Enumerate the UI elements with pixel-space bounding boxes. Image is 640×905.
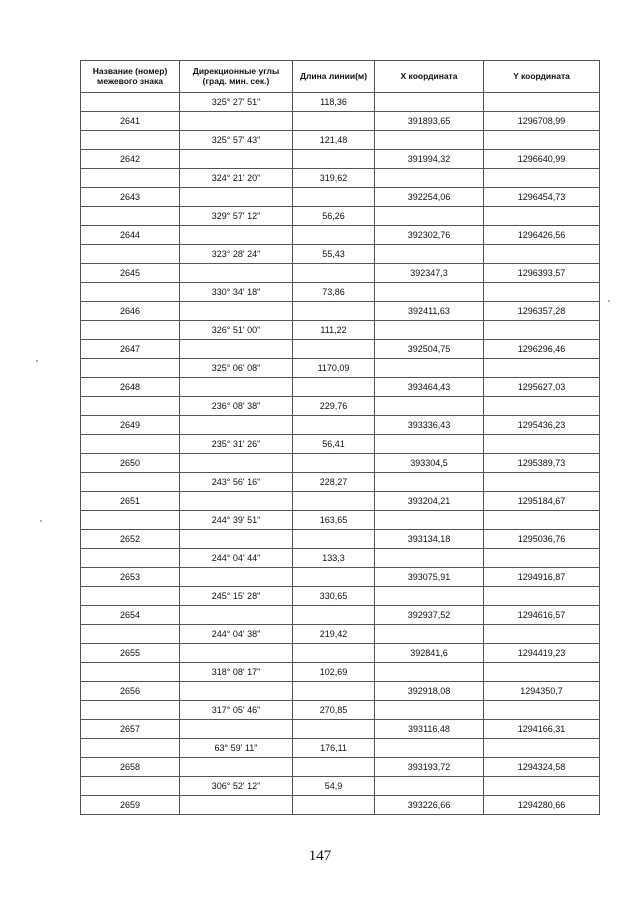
scan-speck [608, 300, 610, 302]
header-directional-angle: Дирекционные углы (град. мин. сек.) [180, 61, 293, 93]
cell-line-length [293, 682, 375, 701]
cell-line-length [293, 416, 375, 435]
cell-x-coordinate: 392302,76 [375, 226, 484, 245]
cell-x-coordinate [375, 245, 484, 264]
cell-x-coordinate [375, 549, 484, 568]
cell-line-length: 56,26 [293, 207, 375, 226]
cell-marker-name [81, 207, 180, 226]
cell-marker-name: 2645 [81, 264, 180, 283]
cell-y-coordinate: 1294350,7 [484, 682, 600, 701]
cell-directional-angle [180, 606, 293, 625]
cell-x-coordinate [375, 663, 484, 682]
cell-x-coordinate: 393464,43 [375, 378, 484, 397]
cell-y-coordinate: 1294166,31 [484, 720, 600, 739]
cell-y-coordinate: 1295389,73 [484, 454, 600, 473]
cell-line-length: 176,11 [293, 739, 375, 758]
cell-x-coordinate [375, 435, 484, 454]
cell-marker-name [81, 777, 180, 796]
cell-y-coordinate [484, 283, 600, 302]
cell-line-length: 73,86 [293, 283, 375, 302]
cell-line-length: 163,65 [293, 511, 375, 530]
cell-directional-angle [180, 112, 293, 131]
scan-speck [40, 520, 42, 522]
cell-directional-angle [180, 644, 293, 663]
cell-directional-angle [180, 492, 293, 511]
table-row [81, 378, 600, 397]
cell-marker-name [81, 625, 180, 644]
cell-y-coordinate: 1295627,03 [484, 378, 600, 397]
cell-directional-angle: 330° 34' 18" [180, 283, 293, 302]
cell-directional-angle [180, 302, 293, 321]
cell-x-coordinate: 392918,08 [375, 682, 484, 701]
cell-directional-angle [180, 682, 293, 701]
cell-marker-name [81, 169, 180, 188]
cell-marker-name: 2641 [81, 112, 180, 131]
cell-directional-angle [180, 150, 293, 169]
cell-x-coordinate: 391893,65 [375, 112, 484, 131]
cell-line-length [293, 492, 375, 511]
cell-x-coordinate: 393204,21 [375, 492, 484, 511]
cell-marker-name [81, 663, 180, 682]
header-line-length: Длина линии(м) [293, 61, 375, 93]
cell-y-coordinate [484, 321, 600, 340]
cell-directional-angle [180, 378, 293, 397]
cell-x-coordinate [375, 587, 484, 606]
cell-marker-name: 2651 [81, 492, 180, 511]
cell-line-length [293, 378, 375, 397]
cell-line-length: 330,65 [293, 587, 375, 606]
cell-directional-angle [180, 530, 293, 549]
cell-line-length: 54,9 [293, 777, 375, 796]
cell-x-coordinate: 393226,66 [375, 796, 484, 815]
cell-x-coordinate: 393304,5 [375, 454, 484, 473]
cell-y-coordinate: 1295036,76 [484, 530, 600, 549]
cell-line-length [293, 530, 375, 549]
cell-y-coordinate [484, 131, 600, 150]
cell-y-coordinate: 1296454,73 [484, 188, 600, 207]
cell-x-coordinate [375, 283, 484, 302]
cell-marker-name: 2653 [81, 568, 180, 587]
cell-directional-angle [180, 226, 293, 245]
scan-speck [36, 360, 38, 362]
cell-marker-name [81, 739, 180, 758]
cell-marker-name: 2648 [81, 378, 180, 397]
cell-y-coordinate [484, 359, 600, 378]
cell-y-coordinate [484, 169, 600, 188]
cell-line-length: 56,41 [293, 435, 375, 454]
cell-marker-name: 2657 [81, 720, 180, 739]
cell-x-coordinate: 392841,6 [375, 644, 484, 663]
table-row [81, 188, 600, 207]
cell-line-length: 55,43 [293, 245, 375, 264]
cell-y-coordinate [484, 587, 600, 606]
table-row [81, 93, 600, 112]
table-row [81, 416, 600, 435]
table-row [81, 530, 600, 549]
table-row [81, 207, 600, 226]
cell-x-coordinate [375, 777, 484, 796]
cell-marker-name [81, 131, 180, 150]
cell-y-coordinate [484, 93, 600, 112]
cell-directional-angle: 63° 59' 11" [180, 739, 293, 758]
cell-x-coordinate [375, 169, 484, 188]
cell-directional-angle [180, 796, 293, 815]
cell-line-length [293, 606, 375, 625]
cell-directional-angle: 323° 28' 24" [180, 245, 293, 264]
cell-y-coordinate [484, 435, 600, 454]
cell-x-coordinate: 393336,43 [375, 416, 484, 435]
cell-x-coordinate [375, 739, 484, 758]
cell-y-coordinate: 1295184,67 [484, 492, 600, 511]
cell-y-coordinate: 1294324,58 [484, 758, 600, 777]
cell-directional-angle: 244° 04' 44" [180, 549, 293, 568]
cell-marker-name: 2647 [81, 340, 180, 359]
table-row [81, 435, 600, 454]
cell-x-coordinate: 392411,63 [375, 302, 484, 321]
cell-directional-angle: 325° 57' 43" [180, 131, 293, 150]
cell-marker-name: 2642 [81, 150, 180, 169]
cell-x-coordinate [375, 131, 484, 150]
cell-marker-name [81, 245, 180, 264]
cell-marker-name [81, 587, 180, 606]
cell-x-coordinate [375, 321, 484, 340]
cell-x-coordinate: 392937,52 [375, 606, 484, 625]
cell-directional-angle: 325° 06' 08" [180, 359, 293, 378]
cell-y-coordinate: 1296708,99 [484, 112, 600, 131]
cell-y-coordinate: 1296357,28 [484, 302, 600, 321]
cell-line-length [293, 302, 375, 321]
cell-line-length [293, 758, 375, 777]
cell-x-coordinate: 392347,3 [375, 264, 484, 283]
cell-line-length [293, 112, 375, 131]
header-marker-name: Название (номер) межевого знака [81, 61, 180, 93]
cell-directional-angle [180, 568, 293, 587]
cell-line-length [293, 568, 375, 587]
cell-y-coordinate: 1296393,57 [484, 264, 600, 283]
boundary-coordinates-table [80, 60, 600, 815]
cell-y-coordinate: 1295436,23 [484, 416, 600, 435]
cell-line-length: 133,3 [293, 549, 375, 568]
page-number: 147 [308, 848, 332, 864]
cell-x-coordinate [375, 359, 484, 378]
cell-line-length [293, 720, 375, 739]
cell-x-coordinate [375, 473, 484, 492]
cell-marker-name: 2652 [81, 530, 180, 549]
cell-marker-name: 2644 [81, 226, 180, 245]
cell-marker-name [81, 283, 180, 302]
cell-y-coordinate [484, 397, 600, 416]
cell-line-length [293, 644, 375, 663]
cell-marker-name: 2646 [81, 302, 180, 321]
cell-directional-angle: 325° 27' 51" [180, 93, 293, 112]
cell-directional-angle: 245° 15' 28" [180, 587, 293, 606]
header-x-coordinate: X координата [375, 61, 484, 93]
header-y-coordinate: Y координата [484, 61, 600, 93]
cell-marker-name: 2650 [81, 454, 180, 473]
cell-marker-name [81, 93, 180, 112]
cell-x-coordinate: 393116,48 [375, 720, 484, 739]
cell-y-coordinate [484, 663, 600, 682]
cell-marker-name: 2649 [81, 416, 180, 435]
cell-y-coordinate: 1294916,87 [484, 568, 600, 587]
table-row [81, 492, 600, 511]
table-row [81, 302, 600, 321]
table-row [81, 549, 600, 568]
cell-directional-angle [180, 340, 293, 359]
table-row [81, 397, 600, 416]
cell-line-length: 228,27 [293, 473, 375, 492]
cell-directional-angle: 244° 39' 51" [180, 511, 293, 530]
cell-line-length: 270,85 [293, 701, 375, 720]
cell-y-coordinate: 1294280,66 [484, 796, 600, 815]
cell-marker-name [81, 397, 180, 416]
cell-line-length: 229,76 [293, 397, 375, 416]
cell-directional-angle: 236° 08' 38" [180, 397, 293, 416]
cell-y-coordinate [484, 549, 600, 568]
cell-line-length: 219,42 [293, 625, 375, 644]
table-row [81, 682, 600, 701]
cell-directional-angle [180, 416, 293, 435]
cell-line-length [293, 188, 375, 207]
table-row [81, 606, 600, 625]
cell-line-length [293, 796, 375, 815]
cell-directional-angle [180, 758, 293, 777]
table-row [81, 340, 600, 359]
cell-directional-angle [180, 188, 293, 207]
table-row [81, 644, 600, 663]
cell-marker-name: 2656 [81, 682, 180, 701]
table-row [81, 587, 600, 606]
cell-x-coordinate: 392504,75 [375, 340, 484, 359]
table-row [81, 131, 600, 150]
cell-x-coordinate: 393193,72 [375, 758, 484, 777]
cell-x-coordinate: 392254,06 [375, 188, 484, 207]
cell-directional-angle [180, 454, 293, 473]
cell-x-coordinate [375, 207, 484, 226]
cell-directional-angle: 318° 08' 17" [180, 663, 293, 682]
cell-x-coordinate [375, 93, 484, 112]
cell-directional-angle: 306° 52' 12" [180, 777, 293, 796]
table-row [81, 454, 600, 473]
cell-x-coordinate [375, 511, 484, 530]
cell-marker-name [81, 701, 180, 720]
table-row [81, 245, 600, 264]
cell-line-length: 102,69 [293, 663, 375, 682]
table-row [81, 150, 600, 169]
table-row [81, 112, 600, 131]
cell-x-coordinate [375, 701, 484, 720]
cell-directional-angle: 317° 05' 46" [180, 701, 293, 720]
table-row [81, 739, 600, 758]
cell-line-length: 111,22 [293, 321, 375, 340]
table-row [81, 321, 600, 340]
table-body [81, 93, 600, 815]
cell-line-length [293, 340, 375, 359]
cell-y-coordinate: 1294616,57 [484, 606, 600, 625]
cell-marker-name: 2643 [81, 188, 180, 207]
cell-directional-angle: 324° 21' 20" [180, 169, 293, 188]
cell-y-coordinate [484, 777, 600, 796]
cell-marker-name: 2654 [81, 606, 180, 625]
table-row [81, 796, 600, 815]
table-row [81, 701, 600, 720]
cell-line-length [293, 150, 375, 169]
cell-line-length [293, 454, 375, 473]
cell-marker-name [81, 473, 180, 492]
table-row [81, 758, 600, 777]
table-row [81, 511, 600, 530]
cell-marker-name [81, 359, 180, 378]
cell-y-coordinate [484, 207, 600, 226]
table-row [81, 625, 600, 644]
table-row [81, 568, 600, 587]
cell-marker-name: 2658 [81, 758, 180, 777]
table-row [81, 283, 600, 302]
table-row [81, 473, 600, 492]
cell-x-coordinate [375, 625, 484, 644]
table-row [81, 169, 600, 188]
cell-directional-angle: 243° 56' 16" [180, 473, 293, 492]
cell-x-coordinate [375, 397, 484, 416]
cell-marker-name [81, 511, 180, 530]
cell-x-coordinate: 391994,32 [375, 150, 484, 169]
table-row [81, 359, 600, 378]
cell-line-length [293, 226, 375, 245]
table-row [81, 226, 600, 245]
cell-y-coordinate [484, 701, 600, 720]
cell-y-coordinate [484, 739, 600, 758]
cell-y-coordinate: 1296426,56 [484, 226, 600, 245]
cell-y-coordinate [484, 245, 600, 264]
cell-marker-name: 2655 [81, 644, 180, 663]
cell-y-coordinate: 1296296,46 [484, 340, 600, 359]
cell-directional-angle: 235° 31' 26" [180, 435, 293, 454]
cell-directional-angle: 329° 57' 12" [180, 207, 293, 226]
cell-line-length: 118,36 [293, 93, 375, 112]
table-row [81, 720, 600, 739]
cell-y-coordinate [484, 625, 600, 644]
cell-line-length: 121,48 [293, 131, 375, 150]
cell-directional-angle: 326° 51' 00" [180, 321, 293, 340]
cell-directional-angle [180, 264, 293, 283]
cell-marker-name: 2659 [81, 796, 180, 815]
cell-marker-name [81, 435, 180, 454]
cell-x-coordinate: 393134,18 [375, 530, 484, 549]
cell-y-coordinate [484, 473, 600, 492]
cell-y-coordinate: 1296640,99 [484, 150, 600, 169]
table-row [81, 777, 600, 796]
cell-line-length [293, 264, 375, 283]
cell-y-coordinate: 1294419,23 [484, 644, 600, 663]
cell-directional-angle: 244° 04' 38" [180, 625, 293, 644]
table-row [81, 663, 600, 682]
table-row [81, 264, 600, 283]
cell-marker-name [81, 549, 180, 568]
cell-line-length: 1170,09 [293, 359, 375, 378]
cell-directional-angle [180, 720, 293, 739]
cell-x-coordinate: 393075,91 [375, 568, 484, 587]
cell-y-coordinate [484, 511, 600, 530]
cell-marker-name [81, 321, 180, 340]
cell-line-length: 319,62 [293, 169, 375, 188]
table-header-row [81, 61, 600, 93]
